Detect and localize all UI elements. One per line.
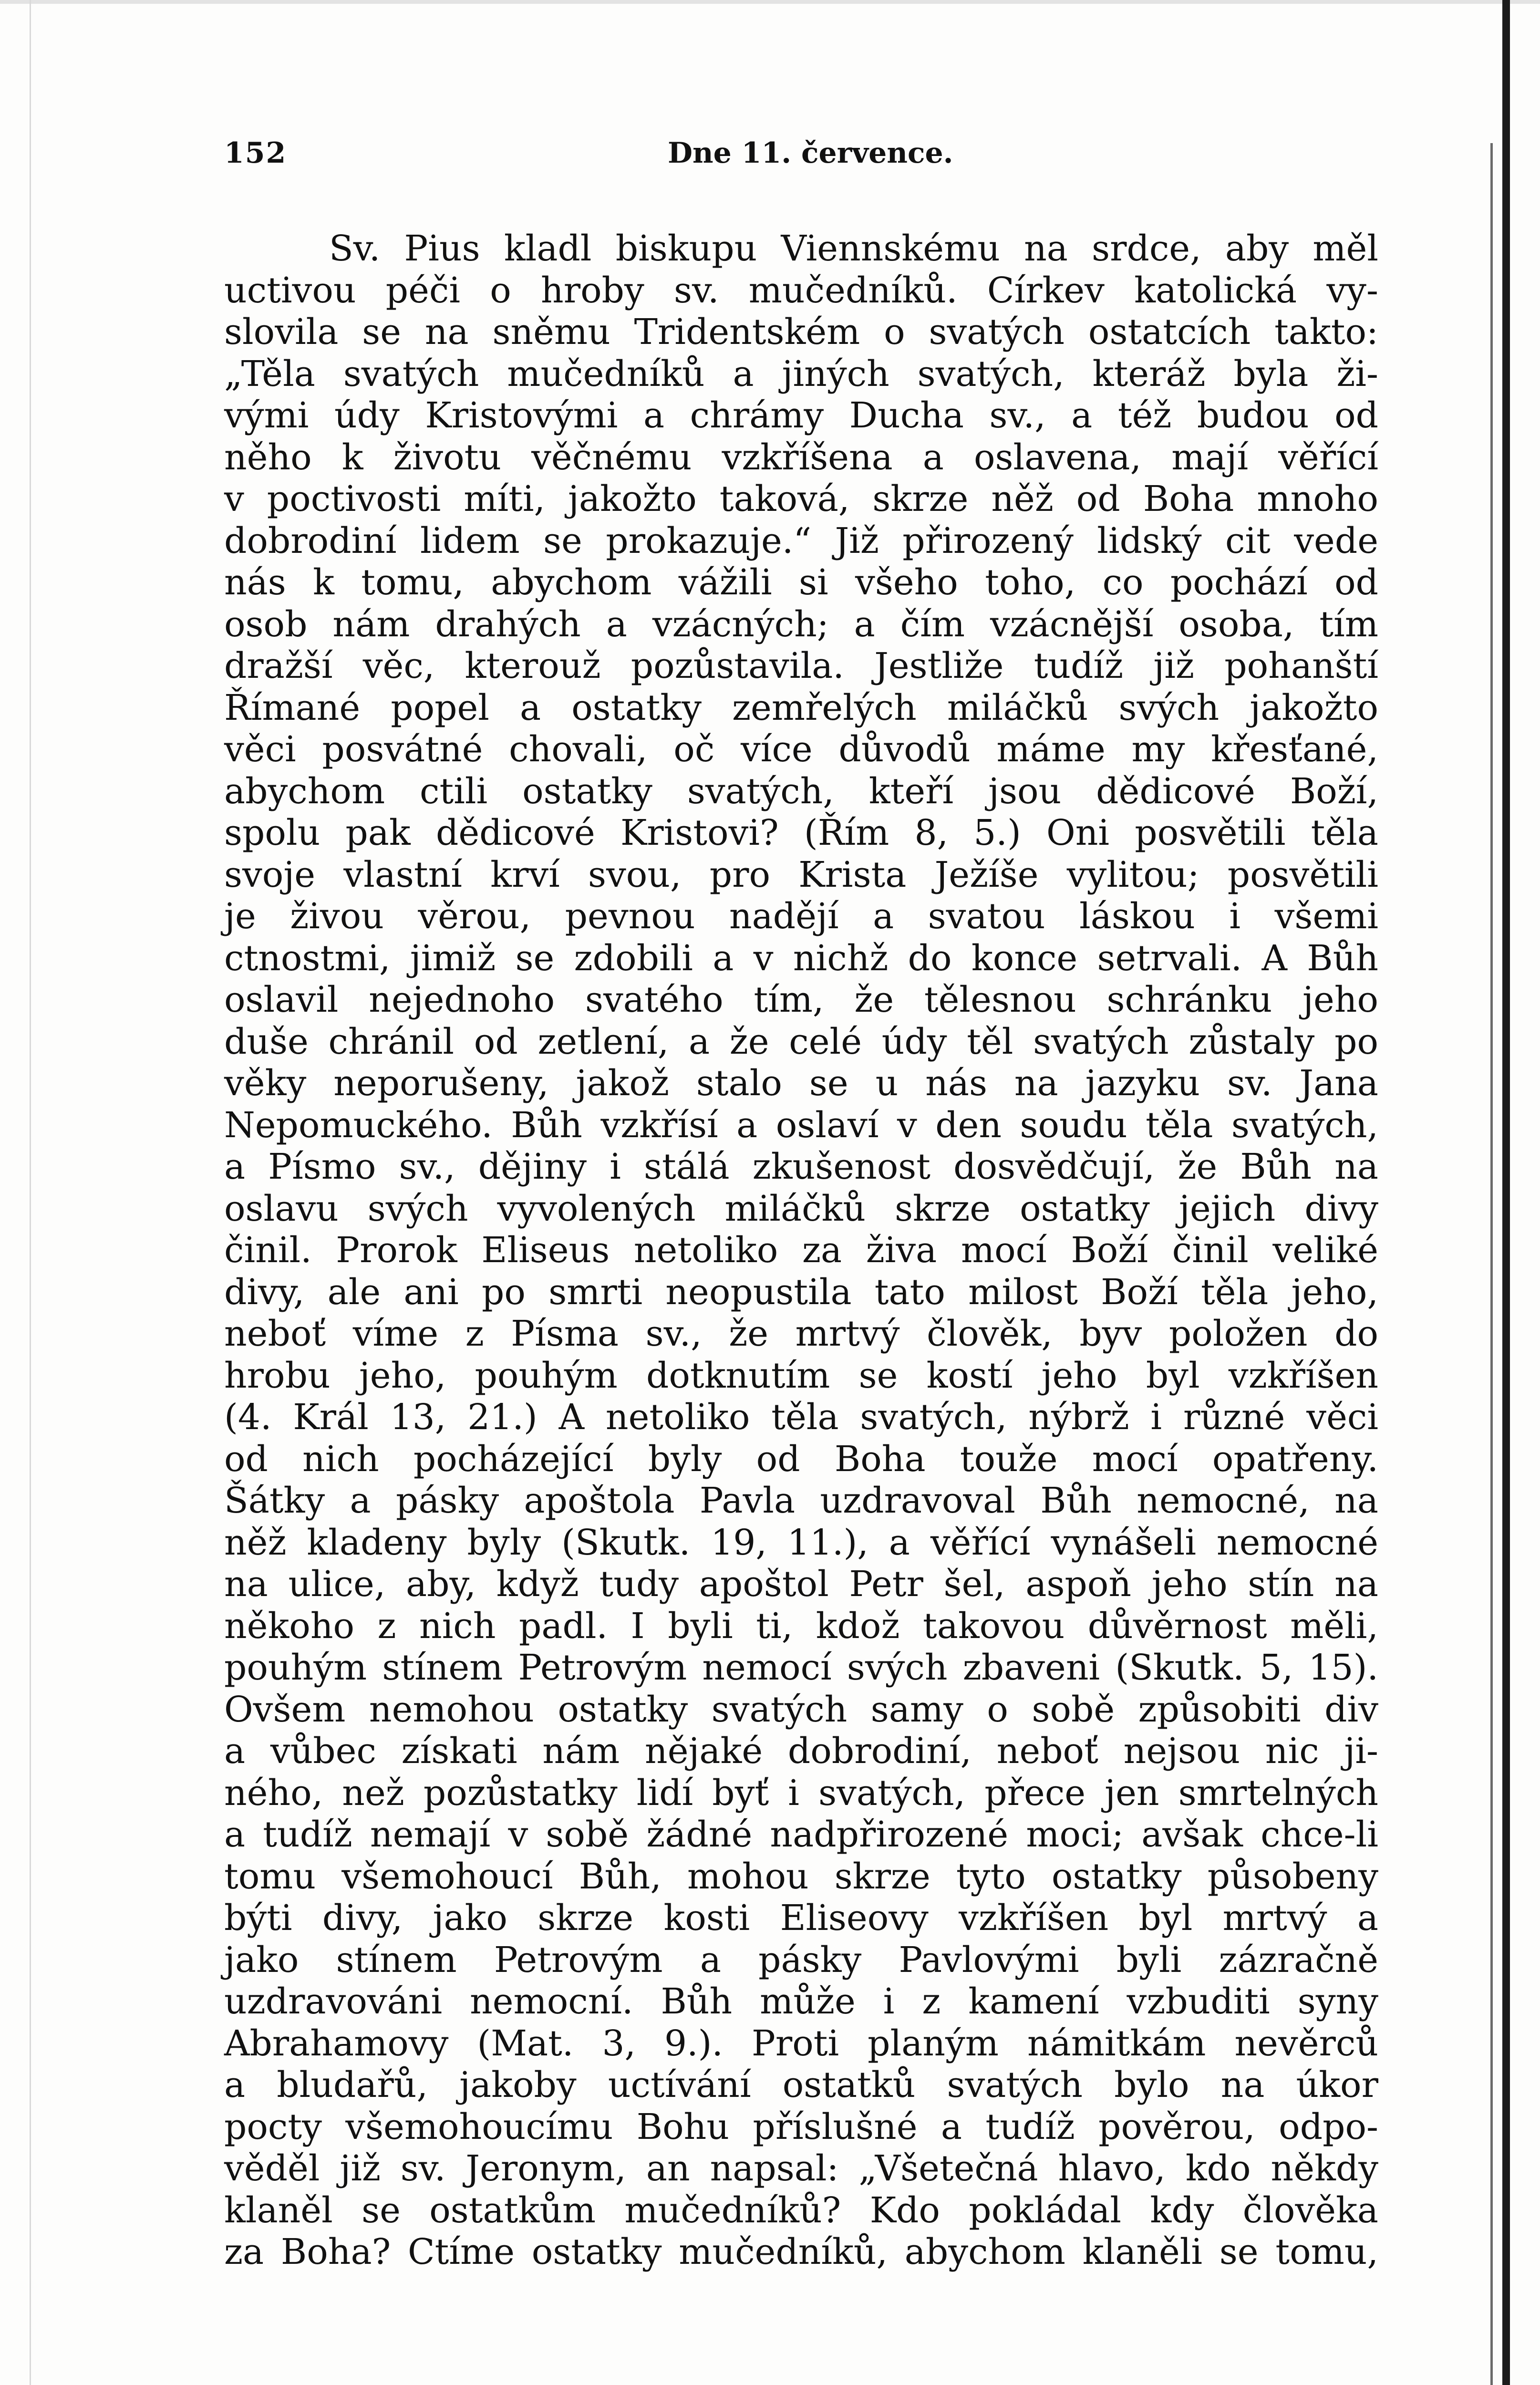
text-line: od nich pocházející byly od Boha touže mocí opatřeny.	[224, 1438, 1378, 1480]
text-line: býti divy, jako skrze kosti Eliseovy vzkříšen byl mrtvý a	[224, 1898, 1378, 1939]
page-header	[224, 136, 1383, 179]
text-line: Římané popel a ostatky zemřelých miláčků svých jakožto	[224, 687, 1378, 728]
text-line: něž kladeny byly (Skutk. 19, 11.), a věřící vynášeli nemocné	[224, 1522, 1378, 1563]
text-line: Nepomuckého. Bůh vzkřísí a oslaví v den soudu těla svatých,	[224, 1104, 1378, 1146]
text-line: oslavil nejednoho svatého tím, že tělesnou schránku jeho	[224, 979, 1378, 1020]
text-line: činil. Prorok Eliseus netoliko za živa mocí Boží činil veliké	[224, 1230, 1378, 1271]
text-line: nás k tomu, abychom vážili si všeho toho, co pochází od	[224, 562, 1378, 603]
text-line: duše chránil od zetlení, a že celé údy těl svatých zůstaly po	[224, 1021, 1378, 1062]
text-line: ného, než pozůstatky lidí byť i svatých, přece jen smrtelných	[224, 1772, 1378, 1814]
text-line: Šátky a pásky apoštola Pavla uzdravoval Bůh nemocné, na	[224, 1480, 1378, 1521]
text-line: slovila se na sněmu Tridentském o svatých ostatcích takto:	[224, 311, 1378, 353]
scan-right-edge	[1502, 0, 1510, 2385]
text-line: svoje vlastní krví svou, pro Krista Ježíše vylitou; posvětili	[224, 854, 1378, 895]
text-line: divy, ale ani po smrti neopustila tato milost Boží těla jeho,	[224, 1271, 1378, 1313]
text-line: Abrahamovy (Mat. 3, 9.). Proti planým námitkám nevěrců	[224, 2022, 1378, 2064]
text-line: dražší věc, kterouž pozůstavila. Jestliže tudíž již pohanští	[224, 645, 1378, 686]
text-line: jako stínem Petrovým a pásky Pavlovými byli zázračně	[224, 1939, 1378, 1981]
text-line: pocty všemohoucímu Bohu příslušné a tudíž pověrou, odpo-	[224, 2106, 1378, 2147]
text-line: a vůbec získati nám nějaké dobrodiní, neboť nejsou nic ji-	[224, 1731, 1378, 1772]
text-line: oslavu svých vyvolených miláčků skrze ostatky jejich divy	[224, 1188, 1378, 1229]
scan-binding-line	[1490, 143, 1493, 2385]
text-line: za Boha? Ctíme ostatky mučedníků, abychom klaněli se tomu,	[224, 2231, 1378, 2272]
running-title: Dne 11. července.	[668, 136, 953, 170]
text-line: a bludařů, jakoby uctívání ostatků svatých bylo na úkor	[224, 2064, 1378, 2105]
text-line: uctivou péči o hroby sv. mučedníků. Církev katolická vy-	[224, 270, 1378, 311]
scan-left-edge	[30, 0, 31, 2385]
scan-top-edge	[0, 0, 1540, 4]
text-line: a tudíž nemají v sobě žádné nadpřirozené moci; avšak chce-li	[224, 1814, 1378, 1855]
text-line: tomu všemohoucí Bůh, mohou skrze tyto ostatky působeny	[224, 1856, 1378, 1897]
text-line: pouhým stínem Petrovým nemocí svých zbaveni (Skutk. 5, 15).	[224, 1647, 1378, 1688]
text-line: abychom ctili ostatky svatých, kteří jsou dědicové Boží,	[224, 770, 1378, 812]
text-line: klaněl se ostatkům mučedníků? Kdo pokládal kdy člověka	[224, 2189, 1378, 2231]
text-line: spolu pak dědicové Kristovi? (Řím 8, 5.) Oni posvětili těla	[224, 812, 1378, 853]
text-line: věky neporušeny, jakož stalo se u nás na jazyku sv. Jana	[224, 1063, 1378, 1104]
text-line: vými údy Kristovými a chrámy Ducha sv., a též budou od	[224, 395, 1378, 436]
text-line: hrobu jeho, pouhým dotknutím se kostí jeho byl vzkříšen	[224, 1355, 1378, 1396]
text-line: je živou věrou, pevnou nadějí a svatou láskou i všemi	[224, 896, 1378, 937]
text-line: někoho z nich padl. I byli ti, kdož takovou důvěrnost měli,	[224, 1605, 1378, 1647]
text-line: na ulice, aby, když tudy apoštol Petr šel, aspoň jeho stín na	[224, 1564, 1378, 1605]
text-line: uzdravováni nemocní. Bůh může i z kamení vzbuditi syny	[224, 1981, 1378, 2022]
text-line: osob nám drahých a vzácných; a čím vzácnější osoba, tím	[224, 603, 1378, 645]
text-line: neboť víme z Písma sv., že mrtvý člověk, byv položen do	[224, 1313, 1378, 1354]
text-line: věci posvátné chovali, oč více důvodů máme my křesťané,	[224, 729, 1378, 770]
page-number: 152	[224, 136, 287, 170]
text-line: dobrodiní lidem se prokazuje.“ Již přirozený lidský cit vede	[224, 520, 1378, 561]
text-line: (4. Král 13, 21.) A netoliko těla svatých, nýbrž i různé věci	[224, 1397, 1378, 1438]
text-line: „Těla svatých mučedníků a jiných svatých, kteráž byla ži-	[224, 353, 1378, 394]
text-line: a Písmo sv., dějiny i stálá zkušenost dosvědčují, že Bůh na	[224, 1146, 1378, 1187]
text-line: věděl již sv. Jeronym, an napsal: „Všetečná hlavo, kdo někdy	[224, 2148, 1378, 2189]
text-line: něho k životu věčnému vzkříšena a oslavena, mají věřící	[224, 436, 1378, 478]
text-line: Sv. Pius kladl biskupu Viennskému na srdce, aby měl	[329, 228, 1378, 269]
body-text	[224, 228, 1378, 2322]
text-line: v poctivosti míti, jakožto taková, skrze něž od Boha mnoho	[224, 478, 1378, 519]
text-line: Ovšem nemohou ostatky svatých samy o sobě způsobiti div	[224, 1689, 1378, 1730]
text-line: ctnostmi, jimiž se zdobili a v nichž do konce setrvali. A Bůh	[224, 937, 1378, 979]
